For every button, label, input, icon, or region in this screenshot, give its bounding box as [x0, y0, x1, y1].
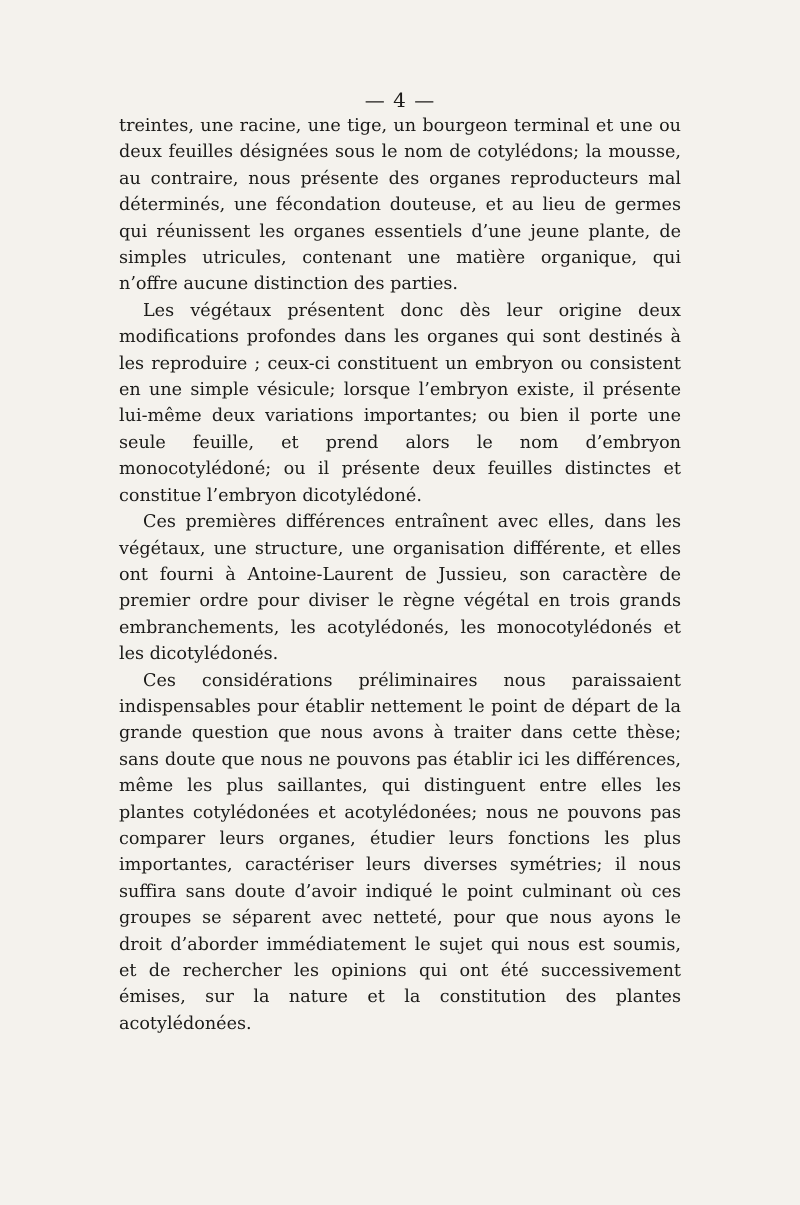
- paragraph-2: Les végétaux présentent donc dès leur origine deux modifications profondes dans les organes qui sont destinés à les reproduire ; ceux-ci constituent un embryon ou consistent en une simple vésicule; lorsque l’embryon existe, il présente lui-même deux variations importantes; ou bien il porte une seule feuille, et prend alors le nom d’embryon monocotylédoné; ou il présente deux feuilles distinctes et constitue l’embryon dicotylédoné.: [119, 300, 681, 506]
- paragraph-3: Ces premières différences entraînent avec elles, dans les végétaux, une structure, une organisation différente, et elles ont fourni à Antoine-Laurent de Jussieu, son caractère de premier ordre pour diviser le règne végétal en trois grands embranchements, les acotylédonés, les monocotylédonés et les dicotylédonés.: [119, 512, 681, 665]
- paragraph-1: treintes, une racine, une tige, un bourgeon terminal et une ou deux feuilles désignées sous le nom de cotylédons; la mousse, au contraire, nous présente des organes reproducteurs mal déterminés, une fécondation douteuse, et au lieu de germes qui réunissent les organes essentiels d’une jeune plante, de simples utricules, contenant une matière organique, qui n’offre aucune distinction des parties.: [119, 116, 681, 295]
- page-number: — 4 —: [364, 88, 436, 112]
- paragraph-4: Ces considérations préliminaires nous paraissaient indispensables pour établir nettement le point de départ de la grande question que nous avons à traiter dans cette thèse; sans doute que nous ne pouvons pas établir ici les différences, même les plus saillantes, qui distinguent entre elles les plantes cotylédonées et acotylédonées; nous ne pouvons pas comparer leurs organes, étudier leurs fonctions les plus importantes, caractériser leurs diverses symétries; il nous suffira sans doute d’avoir indiqué le point culminant où ces groupes se séparent avec netteté, pour que nous ayons le droit d’aborder immédiatement le sujet qui nous est soumis, et de rechercher les opinions qui ont été successivement émises, sur la nature et la constitution des plantes acotylédonées.: [119, 670, 681, 1034]
- body-text: [119, 113, 681, 1037]
